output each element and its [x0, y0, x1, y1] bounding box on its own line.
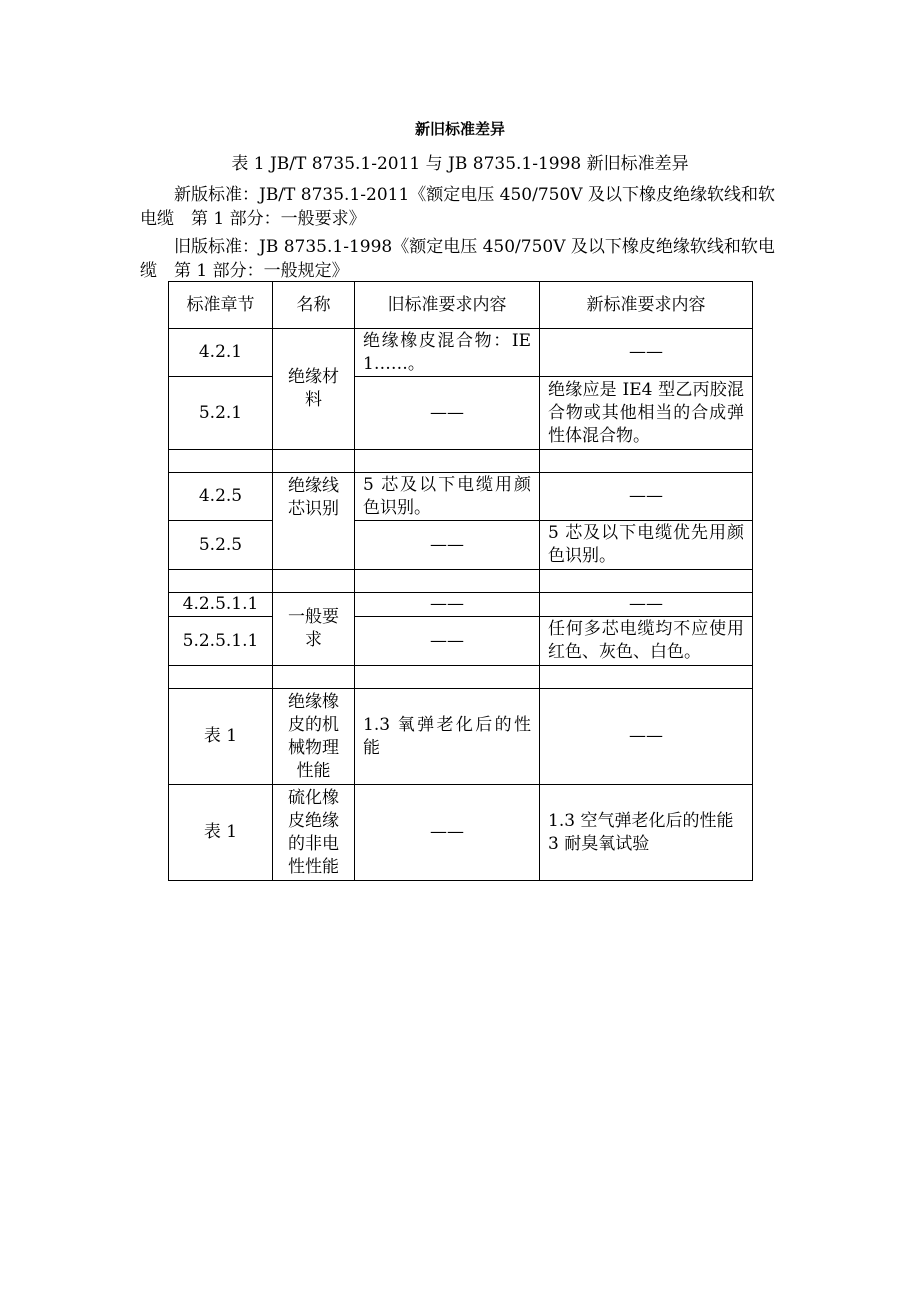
header-row: [169, 282, 753, 329]
spacer-row: [169, 450, 753, 473]
new-content-cell: 5 芯及以下电缆优先用颜色识别。: [540, 521, 753, 570]
name-cell: 绝缘材料: [273, 329, 355, 450]
name-cell: 一般要求: [273, 593, 355, 666]
spacer-row: [169, 666, 753, 689]
table-row: [169, 473, 753, 521]
new-content-cell: 任何多芯电缆均不应使用红色、灰色、白色。: [540, 617, 753, 666]
old-content-cell: ——: [355, 785, 540, 881]
old-content-cell: 绝缘橡皮混合物：IE1……。: [355, 329, 540, 377]
old-content-cell: ——: [355, 377, 540, 450]
new-content-cell: ——: [540, 689, 753, 785]
new-content-cell: ——: [540, 593, 753, 617]
table-row: [169, 521, 753, 570]
new-standard-text: 新版标准：JB/T 8735.1-2011《额定电压 450/750V 及以下橡皮绝缘软线和软电缆 第 1 部分：一般要求》: [140, 185, 775, 229]
new-content-cell: ——: [540, 329, 753, 377]
section-cell: 5.2.1: [169, 377, 273, 450]
new-content-cell: [540, 785, 753, 881]
new-content-cell: ——: [540, 473, 753, 521]
page-title: 新旧标准差异: [414, 120, 505, 138]
header-cell-name: 名称: [273, 282, 355, 329]
section-cell: 表 1: [169, 689, 273, 785]
section-cell: 5.2.5: [169, 521, 273, 570]
section-cell: 4.2.1: [169, 329, 273, 377]
spacer-row: [169, 570, 753, 593]
table-row: [169, 689, 753, 785]
section-cell: 4.2.5: [169, 473, 273, 521]
table-row: [169, 329, 753, 377]
section-cell: 表 1: [169, 785, 273, 881]
standards-diff-table: [168, 281, 753, 881]
old-content-cell: ——: [355, 593, 540, 617]
old-content-cell: ——: [355, 617, 540, 666]
new-content-cell: 绝缘应是 IE4 型乙丙胶混合物或其他相当的合成弹性体混合物。: [540, 377, 753, 450]
table-caption: 表 1 JB/T 8735.1-2011 与 JB 8735.1-1998 新旧标准差异: [231, 154, 689, 174]
old-standard-text: 旧版标准：JB 8735.1-1998《额定电压 450/750V 及以下橡皮绝缘软线和软电缆 第 1 部分：一般规定》: [140, 237, 775, 281]
table-row: [169, 593, 753, 617]
new-content-line: 3 耐臭氧试验: [548, 833, 650, 854]
name-cell: 硫化橡皮绝缘的非电性性能: [273, 785, 355, 881]
new-content-line: 1.3 空气弹老化后的性能: [548, 810, 734, 831]
header-cell-new: 新标准要求内容: [540, 282, 753, 329]
name-cell: 绝缘线芯识别: [273, 473, 355, 570]
header-cell-old: 旧标准要求内容: [355, 282, 540, 329]
old-content-cell: 5 芯及以下电缆用颜色识别。: [355, 473, 540, 521]
old-content-cell: ——: [355, 521, 540, 570]
section-cell: 4.2.5.1.1: [169, 593, 273, 617]
table-row: [169, 617, 753, 666]
old-content-cell: 1.3 氧弹老化后的性能: [355, 689, 540, 785]
section-cell: 5.2.5.1.1: [169, 617, 273, 666]
table-row: [169, 785, 753, 881]
header-cell-section: 标准章节: [169, 282, 273, 329]
name-cell: 绝缘橡皮的机械物理性能: [273, 689, 355, 785]
table-row: [169, 377, 753, 450]
